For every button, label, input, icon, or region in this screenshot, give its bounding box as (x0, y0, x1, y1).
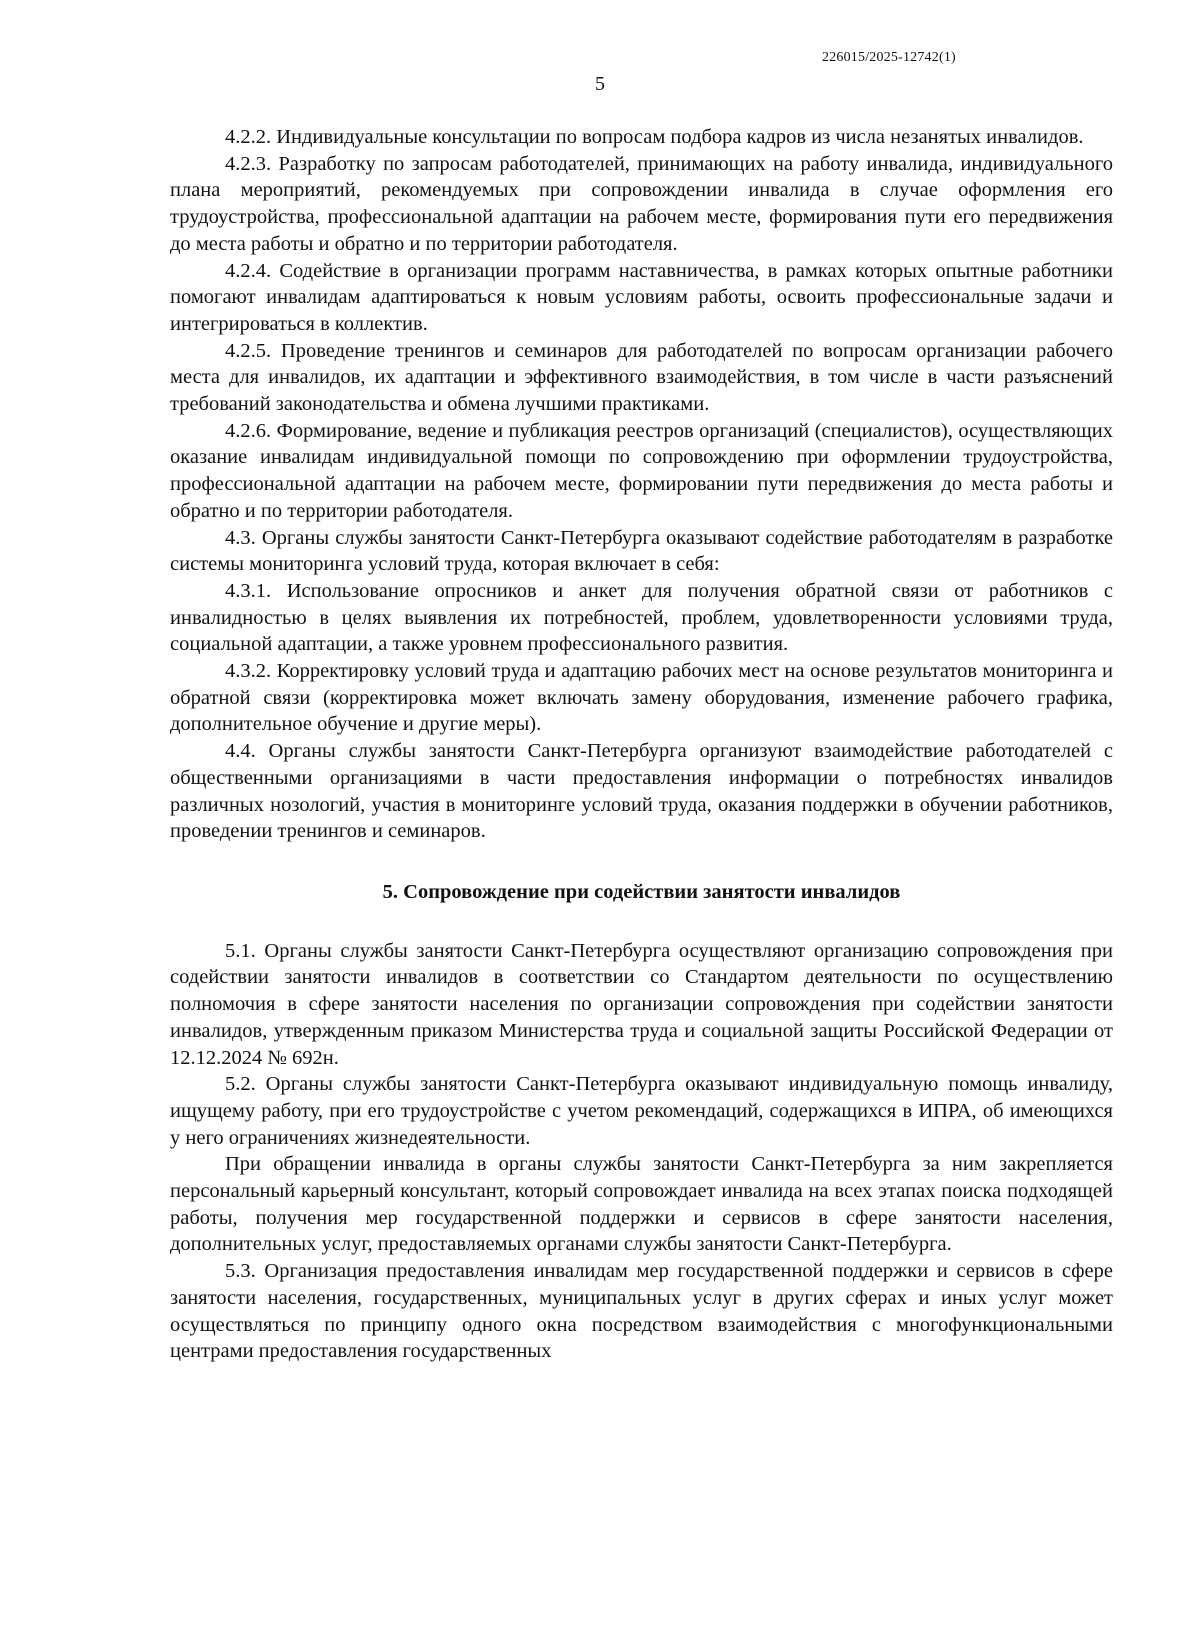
paragraph-4-2-5: 4.2.5. Проведение тренингов и семинаров для работодателей по вопросам организации рабочего места для инвалидов, их адаптации и эффективного взаимодействия, в том числе в части разъяснений требований законодательства и обмена лучшими практиками. (170, 339, 1113, 416)
paragraph-4-2-3: 4.2.3. Разработку по запросам работодателей, принимающих на работу инвалида, индивидуального плана мероприятий, рекомендуемых при сопровождении инвалида в случае оформления его трудоустройства, профессиональной адаптации на рабочем месте, формирования пути его передвижения до места работы и обратно и по территории работодателя. (170, 152, 1113, 255)
registration-number: 226015/2025-12742(1) (822, 50, 956, 65)
paragraph-4-3: 4.3. Органы службы занятости Санкт-Петербурга оказывают содействие работодателям в разработке системы мониторинга условий труда, которая включает в себя: (170, 526, 1113, 576)
paragraph-4-2-4: 4.2.4. Содействие в организации программ наставничества, в рамках которых опытные работники помогают инвалидам адаптироваться к новым условиям работы, освоить профессиональные задачи и интегрироваться в коллектив. (170, 259, 1113, 335)
paragraph-4-3-2: 4.3.2. Корректировку условий труда и адаптацию рабочих мест на основе результатов мониторинга и обратной связи (корректировка может включать замену оборудования, изменение рабочего графика, дополнительное обучение и другие меры). (170, 660, 1113, 736)
document-body (170, 124, 1113, 1365)
paragraph-5-3: 5.3. Организация предоставления инвалидам мер государственной поддержки и сервисов в сфере занятости населения, государственных, муниципальных услуг в других сферах и иных услуг может осуществляться по принципу одного окна посредством взаимодействия с многофункциональными центрами предоставления государственных (170, 1260, 1113, 1363)
page-number: 5 (595, 73, 605, 95)
section-heading: 5. Сопровождение при содействии занятости инвалидов (382, 880, 901, 903)
paragraph-5-1: 5.1. Органы службы занятости Санкт-Петербурга осуществляют организацию сопровождения при содействии занятости инвалидов в соответствии со Стандартом деятельности по осуществлению полномочия в сфере занятости населения по организации сопровождения при содействии занятости инвалидов, утвержденным приказом Министерства труда и социальной защиты Российской Федерации от 12.12.2024 № 692н. (170, 939, 1113, 1069)
paragraph-4-4: 4.4. Органы службы занятости Санкт-Петербурга организуют взаимодействие работодателей с общественными организациями в части предоставления информации о потребностях инвалидов различных нозологий, участия в мониторинге условий труда, оказания поддержки в обучении работников, проведении тренингов и семинаров. (170, 740, 1113, 843)
paragraph-5-2: 5.2. Органы службы занятости Санкт-Петербурга оказывают индивидуальную помощь инвалиду, ищущему работу, при его трудоустройстве с учетом рекомендаций, содержащихся в ИПРА, об имеющихся у него ограничениях жизнедеятельности. (170, 1073, 1113, 1149)
paragraph-4-3-1: 4.3.1. Использование опросников и анкет для получения обратной связи от работников с инвалидностью в целях выявления их потребностей, проблем, удовлетворенности условиями труда, социальной адаптации, а также уровнем профессионального развития. (170, 579, 1113, 656)
paragraph-4-2-6: 4.2.6. Формирование, ведение и публикация реестров организаций (специалистов), осуществляющих оказание инвалидам индивидуальной помощи по сопровождению при оформлении трудоустройства, профессиональной адаптации на рабочем месте, формировании пути передвижения до места работы и обратно и по территории работодателя. (170, 419, 1113, 522)
paragraph-5-2-consultant: При обращении инвалида в органы службы занятости Санкт-Петербурга за ним закрепляется персональный карьерный консультант, который сопровождает инвалида на всех этапах поиска подходящей работы, получения мер государственной поддержки и сервисов в сфере занятости населения, дополнительных услуг, предоставляемых органами службы занятости Санкт-Петербурга. (170, 1153, 1113, 1256)
paragraph-4-2-2: 4.2.2. Индивидуальные консультации по вопросам подбора кадров из числа незанятых инвалидов. (225, 126, 1084, 148)
